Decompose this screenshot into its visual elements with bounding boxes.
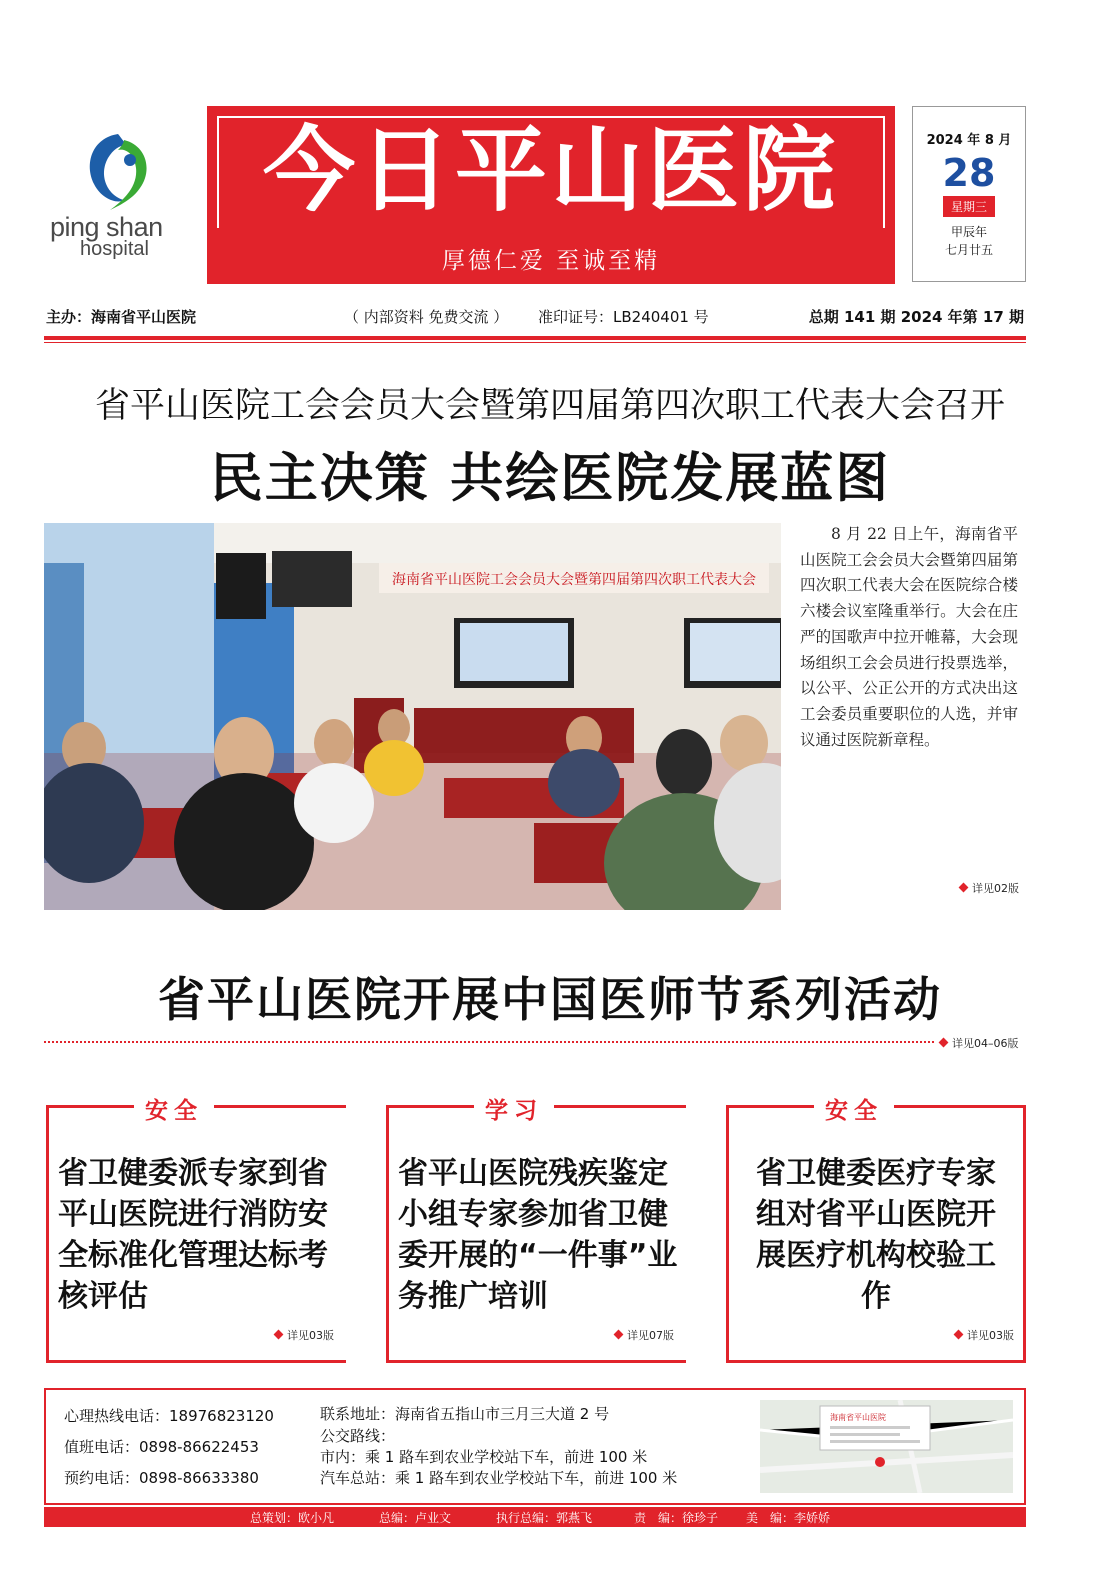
bus-title: 公交路线：	[320, 1427, 396, 1445]
diamond-icon	[614, 1330, 624, 1340]
lunar-day: 七月廿五	[944, 243, 993, 257]
lead-headline: 民主决策 共绘医院发展蓝图	[209, 448, 891, 509]
masthead	[207, 106, 895, 284]
logo-text-hospital: hospital	[80, 238, 149, 260]
info-bar	[44, 304, 1026, 330]
meeting-photo	[44, 523, 781, 910]
date-box	[912, 106, 1026, 282]
column-title: 省平山医院残疾鉴定小组专家参加省卫健委开展的“一件事”业务推广培训	[398, 1156, 678, 1314]
top-rule	[44, 336, 1026, 340]
sponsor-text: 主办：海南省平山医院	[46, 308, 197, 326]
column-tag: 学习	[485, 1097, 543, 1124]
lunar-year: 甲辰年	[950, 225, 987, 239]
news-column-2	[386, 1097, 686, 1363]
lead-see-ref-text: 详见02版	[972, 882, 1019, 895]
license-number: 准印证号：LB240401 号	[538, 308, 709, 326]
logo-text-pingshan: ping shan	[50, 212, 163, 242]
date-day: 28	[942, 151, 996, 195]
column-see-ref	[275, 1327, 334, 1343]
diamond-icon	[959, 883, 969, 893]
lead-subtitle: 省平山医院工会会员大会暨第四届第四次职工代表大会召开	[94, 386, 1005, 426]
date-weekday: 星期三	[943, 196, 995, 217]
logo-emblem-icon	[78, 130, 158, 214]
lead-see-ref	[960, 880, 1019, 896]
credit-exec-editor: 执行总编：郭燕飞	[496, 1511, 593, 1525]
news-column-3	[726, 1097, 1026, 1363]
newspaper-title: 今日平山医院	[262, 117, 839, 224]
lead-article-body: 8 月 22 日上午，海南省平山医院工会会员大会暨第四届第四次职工代表大会在医院综合楼六楼会议室隆重举行。大会在庄严的国歌声中拉开帷幕，大会现场组织工会会员进行投票选举，以公平、公正公开的方式决出这工会委员重要职位的人选，并审议通过医院新章程。	[800, 525, 1018, 749]
location-map	[760, 1400, 1013, 1493]
diamond-icon	[939, 1038, 949, 1048]
column-tag: 安全	[825, 1097, 883, 1124]
column-see-ref	[955, 1327, 1014, 1343]
booking-phone: 预约电话：0898-86633380	[64, 1469, 259, 1487]
diamond-icon	[274, 1330, 284, 1340]
internal-note: （ 内部资料 免费交流 ）	[344, 308, 509, 326]
diamond-icon	[954, 1330, 964, 1340]
column-see-ref	[615, 1327, 674, 1343]
hospital-logo	[48, 130, 198, 265]
bus-route-city: 市内：乘 1 路车到农业学校站下车，前进 100 米	[320, 1448, 648, 1466]
bus-route-station: 汽车总站：乘 1 路车到农业学校站下车，前进 100 米	[320, 1469, 678, 1487]
column-see-ref-text: 详见07版	[627, 1329, 674, 1342]
top-rule-thin	[44, 342, 1026, 343]
column-title: 省卫健委派专家到省平山医院进行消防安全标准化管理达标考核评估	[58, 1156, 328, 1314]
second-headline: 省平山医院开展中国医师节系列活动	[158, 973, 942, 1028]
second-see-ref-text: 详见04–06版	[952, 1037, 1019, 1050]
date-year-month: 2024 年 8 月	[926, 133, 1012, 148]
credit-editor: 责 编：徐珍子	[634, 1511, 719, 1525]
news-column-1	[46, 1097, 346, 1363]
second-see-ref	[940, 1035, 1019, 1051]
column-title: 省卫健委医疗专家组对省平山医院开展医疗机构校验工作	[756, 1156, 996, 1314]
map-label: 海南省平山医院	[830, 1413, 886, 1422]
credit-chief-editor: 总编：卢业文	[379, 1511, 452, 1525]
meeting-banner: 海南省平山医院工会会员大会暨第四届第四次职工代表大会	[392, 572, 756, 588]
credits-bar	[44, 1507, 1026, 1527]
contact-address: 联系地址：海南省五指山市三月三大道 2 号	[320, 1405, 610, 1423]
issue-number: 总期 141 期 2024 年第 17 期	[808, 308, 1024, 326]
hotline-phone: 心理热线电话：18976823120	[64, 1407, 274, 1425]
column-tag: 安全	[145, 1097, 203, 1124]
column-see-ref-text: 详见03版	[967, 1329, 1014, 1342]
credit-planner: 总策划：欧小凡	[250, 1511, 335, 1525]
duty-phone: 值班电话：0898-86622453	[64, 1438, 259, 1456]
map-pin-icon	[875, 1457, 885, 1467]
dotted-rule	[44, 1041, 934, 1043]
masthead-slogan: 厚德仁爱 至诚至精	[441, 248, 661, 274]
credit-art-editor: 美 编：李娇娇	[746, 1511, 831, 1525]
column-see-ref-text: 详见03版	[287, 1329, 334, 1342]
